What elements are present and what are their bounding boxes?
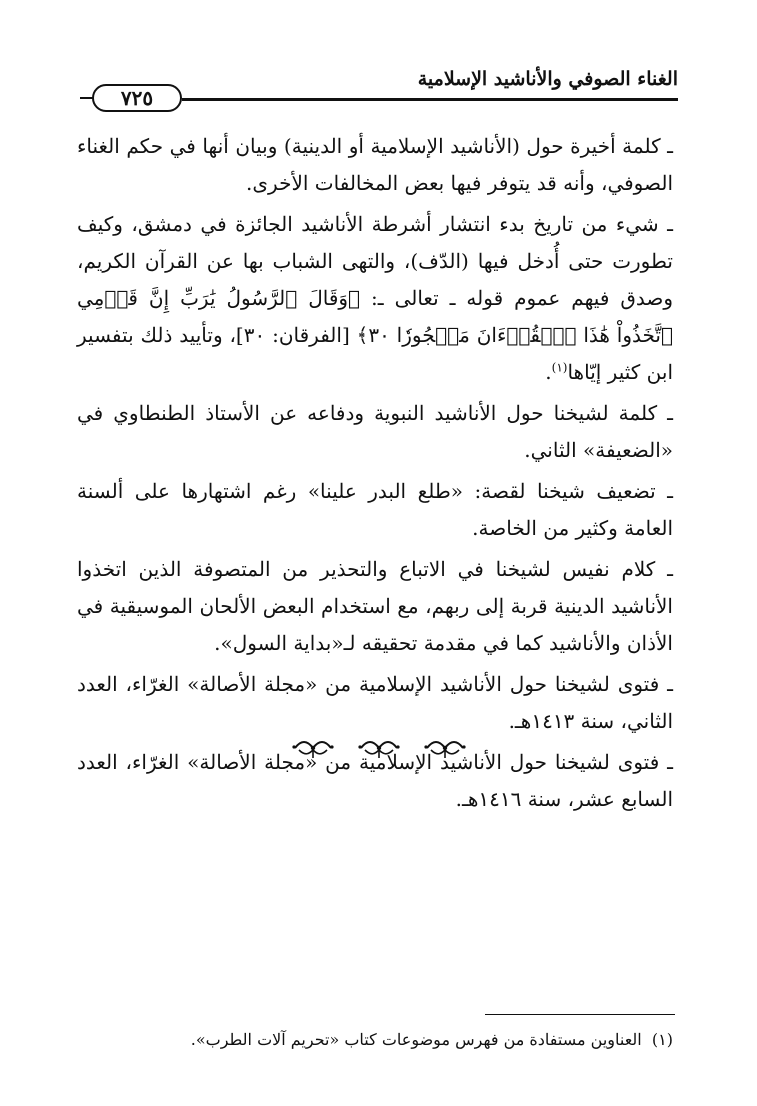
paragraph-2-text-after: [الفرقان: ٣٠]، وتأييد ذلك بتفسير ابن كثير إيّاها <box>77 323 673 384</box>
header-rule <box>182 98 678 101</box>
ornament-icon <box>291 738 335 760</box>
ornament-icon <box>423 738 467 760</box>
paragraph-7: ـ فتوى لشيخنا حول الأناشيد الإسلامية من «مجلة الأصالة» الغرّاء، العدد السابع عشر، سنة ١٤١٦هـ. <box>77 750 673 811</box>
body-text <box>77 128 673 822</box>
section-end-ornament <box>0 738 757 760</box>
paragraph-1: ـ كلمة أخيرة حول (الأناشيد الإسلامية أو الدينية) وبيان أنها في حكم الغناء الصوفي، وأنه قد يتوفر فيها بعض المخالفات الأخرى. <box>77 134 673 195</box>
paragraph-5: ـ كلام نفيس لشيخنا في الاتباع والتحذير من المتصوفة الذين اتخذوا الأناشيد الدينية قربة إلى ربهم، مع استخدام البعض الألحان الموسيقية في الأذان والأناشيد كما في مقدمة تحقيقه لـ«بداية السول». <box>77 557 673 655</box>
footnote-text: العناوين مستفادة من فهرس موضوعات كتاب «تحريم آلات الطرب». <box>190 1030 642 1049</box>
running-title: الغناء الصوفي والأناشيد الإسلامية <box>417 68 678 90</box>
paragraph-2 <box>77 206 673 391</box>
page-number: ٧٢٥ <box>92 84 182 112</box>
footnote-marker: (١) <box>551 360 568 375</box>
ornament-icon <box>357 738 401 760</box>
page-header <box>86 62 678 112</box>
paragraph-2-text-before: ـ شيء من تاريخ بدء انتشار أشرطة الأناشيد الجائزة في دمشق، وكيف تطورت حتى أُدخل فيها (الدّف)، والتهى الشباب بها عن القرآن الكريم، وصدق فيهم عموم قوله ـ تعالى ـ: <box>77 212 674 310</box>
paragraph-2-text-end: . <box>545 360 552 384</box>
footnote <box>77 1028 673 1052</box>
paragraph-4: ـ تضعيف شيخنا لقصة: «طلع البدر علينا» رغم اشتهارها على ألسنة العامة وكثير من الخاصة. <box>77 479 673 540</box>
paragraph-3: ـ كلمة لشيخنا حول الأناشيد النبوية ودفاعه عن الأستاذ الطنطاوي في «الضعيفة» الثاني. <box>77 401 673 462</box>
footnote-rule <box>485 1014 675 1015</box>
footnote-marker-number: (١) <box>651 1030 673 1049</box>
quran-verse: ﴿وَقَالَ ٱلرَّسُولُ يَٰرَبِّ إِنَّ قَوۡمِي ٱتَّخَذُواْ هَٰذَا ٱلۡقُرۡءَانَ مَهۡجُورٗا ٣٠﴾ <box>77 286 673 347</box>
paragraph-6: ـ فتوى لشيخنا حول الأناشيد الإسلامية من «مجلة الأصالة» الغرّاء، العدد الثاني، سنة ١٤١٣هـ. <box>77 672 673 733</box>
